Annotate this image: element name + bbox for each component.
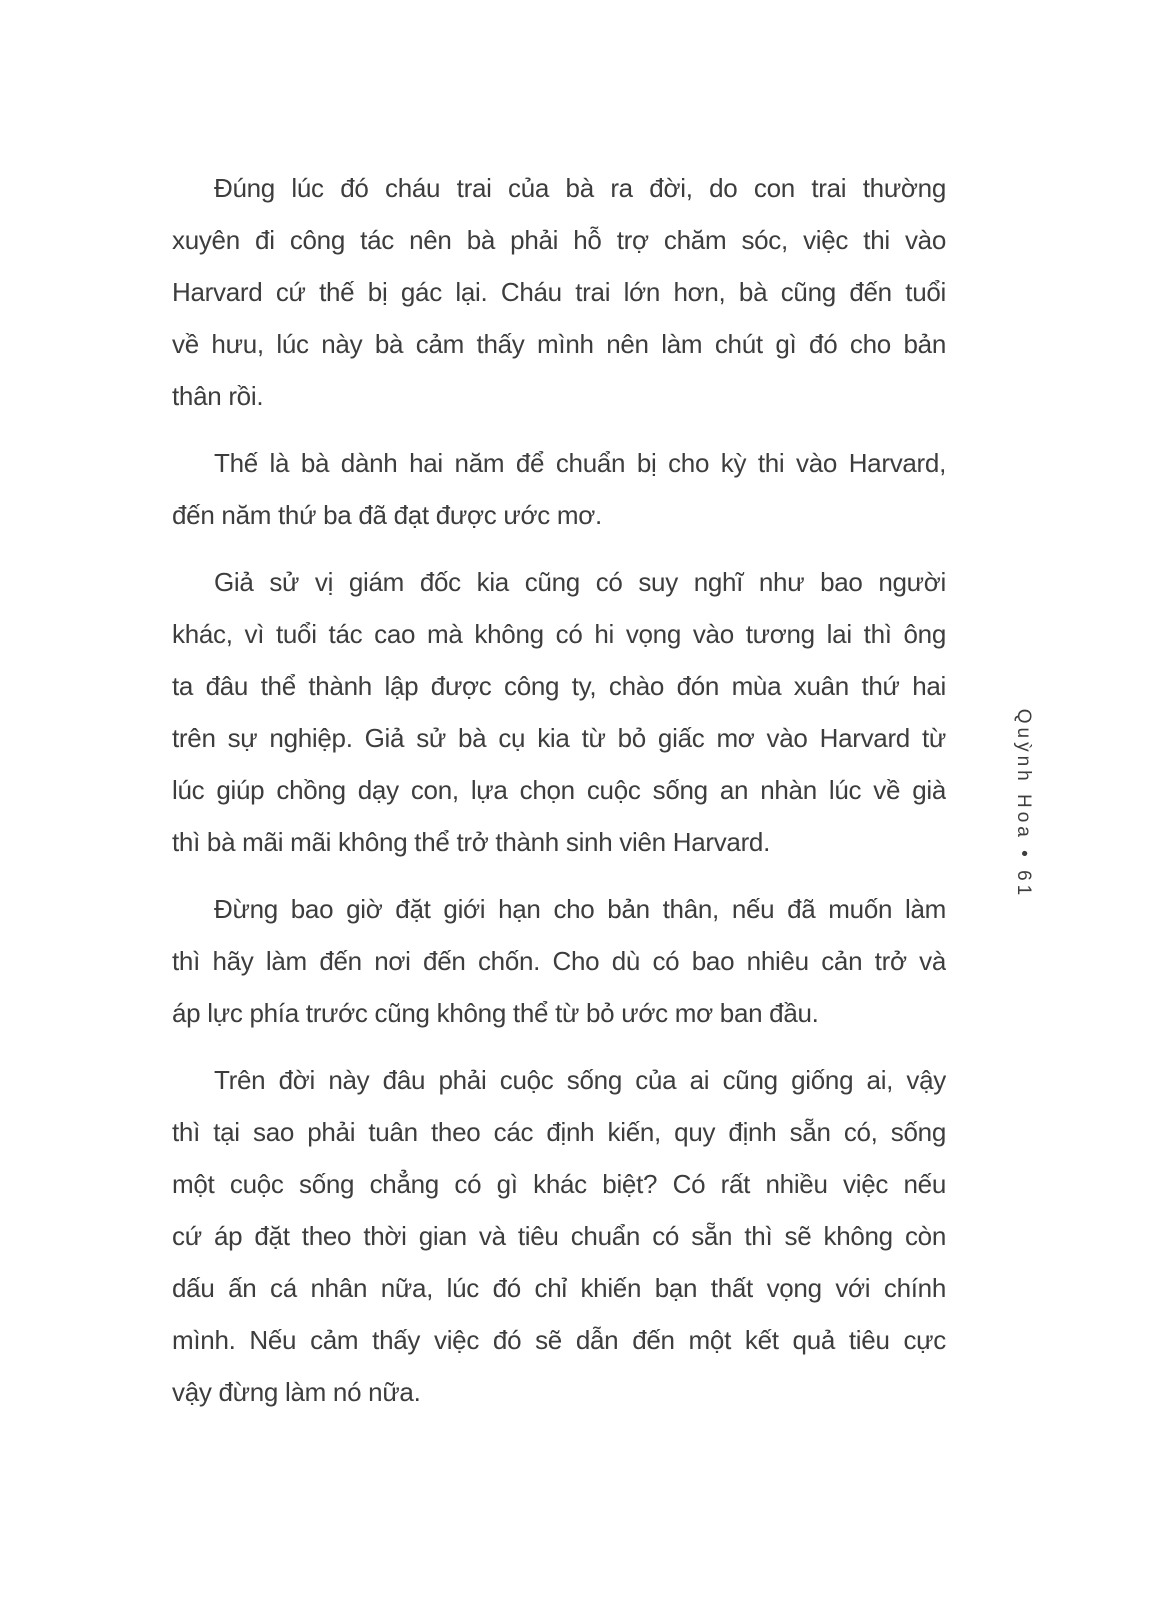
text-line: đến năm thứ ba đã đạt được ước mơ. <box>172 500 602 530</box>
text-line: áp lực phía trước cũng không thể từ bỏ ước mơ ban đầu. <box>172 998 819 1028</box>
paragraph-3 <box>172 556 946 868</box>
text-line: trên sự nghiệp. Giả sử bà cụ kia từ bỏ giấc mơ vào Harvard từ <box>172 723 946 753</box>
text-line: một cuộc sống chẳng có gì khác biệt? Có rất nhiều việc nếu <box>172 1169 946 1199</box>
running-head <box>1012 708 1034 898</box>
text-line: vậy đừng làm nó nữa. <box>172 1377 421 1407</box>
text-line: về hưu, lúc này bà cảm thấy mình nên làm chút gì đó cho bản <box>172 329 946 359</box>
paragraph-5 <box>172 1054 946 1418</box>
paragraph-4 <box>172 883 946 1039</box>
paragraph-1 <box>172 162 946 422</box>
text-line: Giả sử vị giám đốc kia cũng có suy nghĩ như bao người <box>214 567 946 597</box>
page-body-text <box>172 162 946 1433</box>
text-line: dấu ấn cá nhân nữa, lúc đó chỉ khiến bạn thất vọng với chính <box>172 1273 946 1303</box>
text-line: lúc giúp chồng dạy con, lựa chọn cuộc sống an nhàn lúc về già <box>172 775 946 805</box>
text-line: Đúng lúc đó cháu trai của bà ra đời, do con trai thường <box>214 173 946 203</box>
text-line: ta đâu thể thành lập được công ty, chào đón mùa xuân thứ hai <box>172 671 946 701</box>
text-line: Trên đời này đâu phải cuộc sống của ai cũng giống ai, vậy <box>214 1065 946 1095</box>
text-line: thì bà mãi mãi không thể trở thành sinh viên Harvard. <box>172 827 771 857</box>
text-line: mình. Nếu cảm thấy việc đó sẽ dẫn đến một kết quả tiêu cực <box>172 1325 946 1355</box>
text-line: cứ áp đặt theo thời gian và tiêu chuẩn có sẵn thì sẽ không còn <box>172 1221 946 1251</box>
text-line: Thế là bà dành hai năm để chuẩn bị cho kỳ thi vào Harvard, <box>214 448 946 478</box>
text-line: xuyên đi công tác nên bà phải hỗ trợ chăm sóc, việc thi vào <box>172 225 946 255</box>
text-line: Harvard cứ thế bị gác lại. Cháu trai lớn hơn, bà cũng đến tuổi <box>172 277 946 307</box>
text-line: thân rồi. <box>172 381 264 411</box>
text-line: thì hãy làm đến nơi đến chốn. Cho dù có bao nhiêu cản trở và <box>172 946 946 976</box>
text-line: khác, vì tuổi tác cao mà không có hi vọng vào tương lai thì ông <box>172 619 946 649</box>
paragraph-2 <box>172 437 946 541</box>
text-line: Đừng bao giờ đặt giới hạn cho bản thân, nếu đã muốn làm <box>214 894 946 924</box>
running-head-text: Quỳnh Hoa • 61 <box>1013 708 1034 899</box>
text-line: thì tại sao phải tuân theo các định kiến, quy định sẵn có, sống <box>172 1117 946 1147</box>
